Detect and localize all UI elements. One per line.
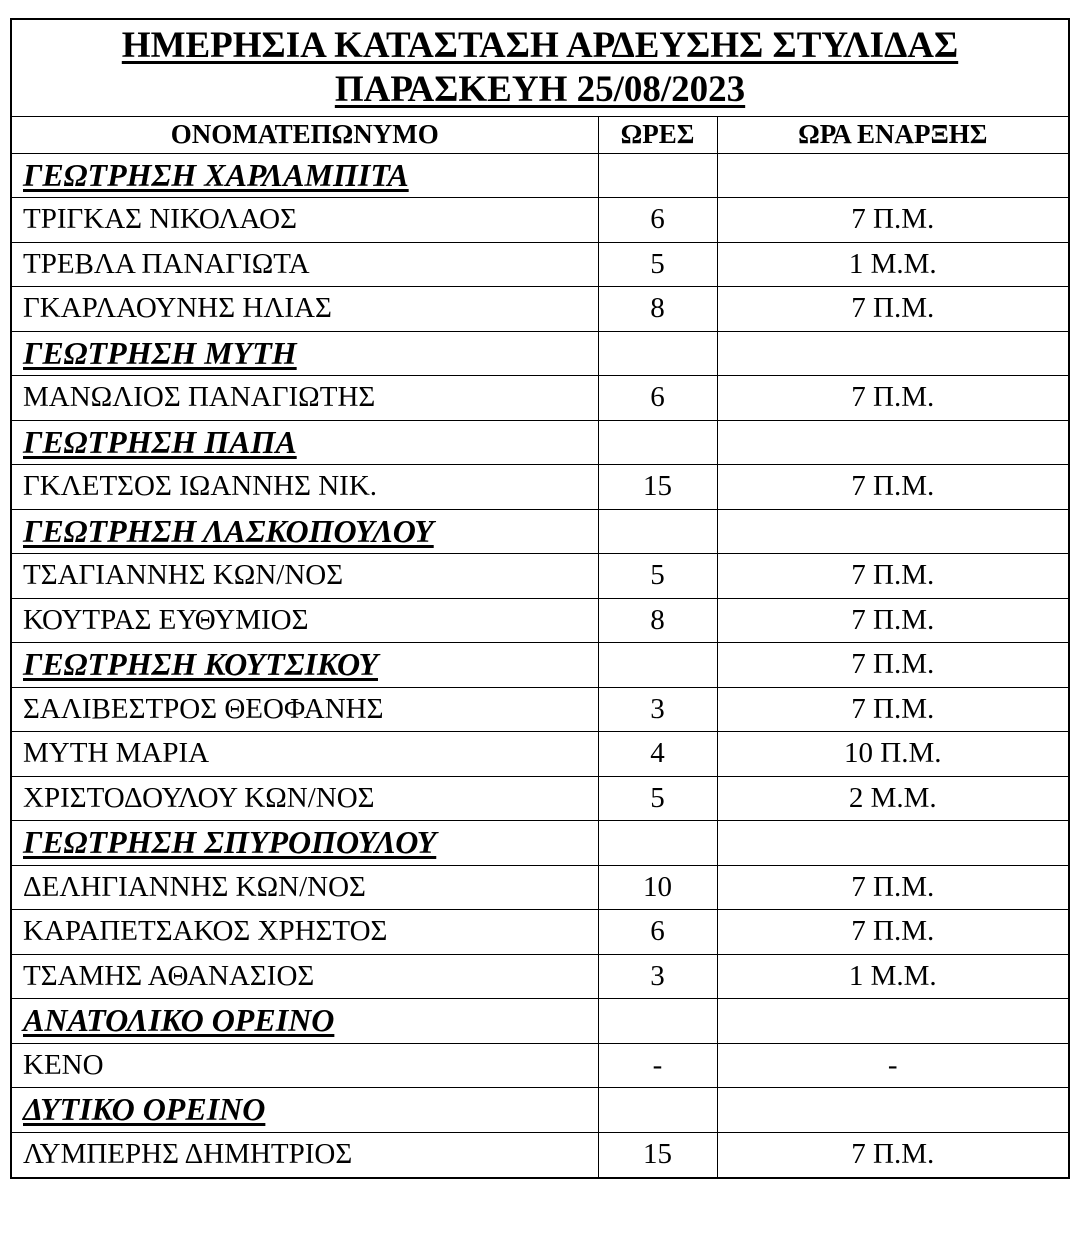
name-cell: ΛΥΜΠΕΡΗΣ ΔΗΜΗΤΡΙΟΣ	[12, 1132, 598, 1177]
section-title: ΓΕΩΤΡΗΣΗ ΣΠΥΡΟΠΟΥΛΟΥ	[23, 824, 437, 861]
section-title: ΓΕΩΤΡΗΣΗ ΠΑΠΑ	[23, 423, 297, 460]
section-row	[12, 643, 1068, 688]
name-cell: ΣΑΛΙΒΕΣΤΡΟΣ ΘΕΟΦΑΝΗΣ	[12, 687, 598, 732]
name-cell: ΚΟΥΤΡΑΣ ΕΥΘΥΜΙΟΣ	[12, 598, 598, 643]
hours-cell	[598, 643, 717, 688]
name-cell: ΤΣΑΓΙΑΝΝΗΣ ΚΩΝ/ΝΟΣ	[12, 554, 598, 599]
section-cell	[12, 331, 598, 376]
name-cell: ΧΡΙΣΤΟΔΟΥΛΟΥ ΚΩΝ/ΝΟΣ	[12, 776, 598, 821]
section-title: ΔΥΤΙΚΟ ΟΡΕΙΝΟ	[23, 1091, 266, 1128]
section-title: ΓΕΩΤΡΗΣΗ ΛΑΣΚΟΠΟΥΛΟΥ	[23, 512, 434, 549]
start-time-cell: 7 Π.Μ.	[717, 910, 1068, 955]
start-time-cell	[717, 420, 1068, 465]
irrigation-schedule-sheet	[10, 18, 1070, 1179]
section-cell	[12, 509, 598, 554]
hours-cell: 8	[598, 598, 717, 643]
name-cell: ΚΕΝΟ	[12, 1043, 598, 1088]
start-time-cell: 7 Π.Μ.	[717, 643, 1068, 688]
hours-cell: 8	[598, 287, 717, 332]
start-time-cell: 7 Π.Μ.	[717, 598, 1068, 643]
name-cell: ΜΑΝΩΛΙΟΣ ΠΑΝΑΓΙΩΤΗΣ	[12, 376, 598, 421]
section-cell	[12, 420, 598, 465]
table-row	[12, 376, 1068, 421]
start-time-cell: 1 Μ.Μ.	[717, 954, 1068, 999]
name-cell: ΜΥΤΗ ΜΑΡΙΑ	[12, 732, 598, 777]
hours-cell	[598, 509, 717, 554]
hours-cell: 15	[598, 1132, 717, 1177]
section-row	[12, 999, 1068, 1044]
start-time-cell	[717, 1088, 1068, 1133]
hours-cell: 5	[598, 554, 717, 599]
hours-cell	[598, 1088, 717, 1133]
table-row	[12, 554, 1068, 599]
start-time-cell: 1 Μ.Μ.	[717, 242, 1068, 287]
hours-cell: 4	[598, 732, 717, 777]
column-header-hours: ΩΡΕΣ	[598, 117, 717, 153]
section-cell	[12, 153, 598, 198]
section-row	[12, 1088, 1068, 1133]
table-row	[12, 865, 1068, 910]
table-row	[12, 287, 1068, 332]
hours-cell: 10	[598, 865, 717, 910]
hours-cell: 6	[598, 910, 717, 955]
start-time-cell: 7 Π.Μ.	[717, 465, 1068, 510]
start-time-cell: 7 Π.Μ.	[717, 287, 1068, 332]
document-title	[12, 20, 1068, 117]
name-cell: ΚΑΡΑΠΕΤΣΑΚΟΣ ΧΡΗΣΤΟΣ	[12, 910, 598, 955]
section-row	[12, 509, 1068, 554]
schedule-table	[12, 117, 1068, 1177]
hours-cell: 5	[598, 776, 717, 821]
section-cell	[12, 821, 598, 866]
section-cell	[12, 643, 598, 688]
column-header-name: ΟΝΟΜΑΤΕΠΩΝΥΜΟ	[12, 117, 598, 153]
name-cell: ΓΚΛΕΤΣΟΣ ΙΩΑΝΝΗΣ ΝΙΚ.	[12, 465, 598, 510]
section-cell	[12, 999, 598, 1044]
hours-cell: 3	[598, 954, 717, 999]
start-time-cell: 7 Π.Μ.	[717, 687, 1068, 732]
start-time-cell	[717, 821, 1068, 866]
table-row	[12, 198, 1068, 243]
hours-cell	[598, 331, 717, 376]
name-cell: ΤΡΙΓΚΑΣ ΝΙΚΟΛΑΟΣ	[12, 198, 598, 243]
section-row	[12, 821, 1068, 866]
table-row	[12, 910, 1068, 955]
start-time-cell: 7 Π.Μ.	[717, 198, 1068, 243]
start-time-cell	[717, 999, 1068, 1044]
section-row	[12, 420, 1068, 465]
start-time-cell: 7 Π.Μ.	[717, 1132, 1068, 1177]
table-row	[12, 1043, 1068, 1088]
table-row	[12, 465, 1068, 510]
start-time-cell	[717, 153, 1068, 198]
table-row	[12, 776, 1068, 821]
hours-cell: 5	[598, 242, 717, 287]
section-row	[12, 331, 1068, 376]
start-time-cell	[717, 509, 1068, 554]
table-row	[12, 954, 1068, 999]
hours-cell	[598, 821, 717, 866]
section-title: ΑΝΑΤΟΛΙΚΟ ΟΡΕΙΝΟ	[23, 1002, 335, 1039]
hours-cell: 15	[598, 465, 717, 510]
section-cell	[12, 1088, 598, 1133]
hours-cell	[598, 420, 717, 465]
start-time-cell: -	[717, 1043, 1068, 1088]
hours-cell: 6	[598, 376, 717, 421]
table-row	[12, 687, 1068, 732]
hours-cell: 3	[598, 687, 717, 732]
table-row	[12, 1132, 1068, 1177]
start-time-cell: 7 Π.Μ.	[717, 865, 1068, 910]
title-date: ΠΑΡΑΣΚΕΥΗ 25/08/2023	[334, 69, 746, 110]
schedule-rows	[12, 153, 1068, 1177]
start-time-cell: 2 Μ.Μ.	[717, 776, 1068, 821]
table-row	[12, 242, 1068, 287]
start-time-cell	[717, 331, 1068, 376]
title-heading: ΗΜΕΡΗΣΙΑ ΚΑΤΑΣΤΑΣΗ ΑΡΔΕΥΣΗΣ ΣΤΥΛΙΔΑΣ	[121, 25, 959, 66]
name-cell: ΓΚΑΡΛΑΟΥΝΗΣ ΗΛΙΑΣ	[12, 287, 598, 332]
hours-cell	[598, 153, 717, 198]
start-time-cell: 7 Π.Μ.	[717, 554, 1068, 599]
name-cell: ΔΕΛΗΓΙΑΝΝΗΣ ΚΩΝ/ΝΟΣ	[12, 865, 598, 910]
hours-cell: -	[598, 1043, 717, 1088]
name-cell: ΤΣΑΜΗΣ ΑΘΑΝΑΣΙΟΣ	[12, 954, 598, 999]
section-title: ΓΕΩΤΡΗΣΗ ΜΥΤΗ	[23, 334, 297, 371]
table-row	[12, 732, 1068, 777]
section-title: ΓΕΩΤΡΗΣΗ ΚΟΥΤΣΙΚΟΥ	[23, 646, 378, 683]
hours-cell	[598, 999, 717, 1044]
hours-cell: 6	[598, 198, 717, 243]
section-title: ΓΕΩΤΡΗΣΗ ΧΑΡΛΑΜΠΙΤΑ	[23, 156, 409, 193]
table-row	[12, 598, 1068, 643]
column-header-start: ΩΡΑ ΕΝΑΡΞΗΣ	[717, 117, 1068, 153]
name-cell: ΤΡΕΒΛΑ ΠΑΝΑΓΙΩΤΑ	[12, 242, 598, 287]
header-row	[12, 117, 1068, 153]
start-time-cell: 10 Π.Μ.	[717, 732, 1068, 777]
section-row	[12, 153, 1068, 198]
start-time-cell: 7 Π.Μ.	[717, 376, 1068, 421]
